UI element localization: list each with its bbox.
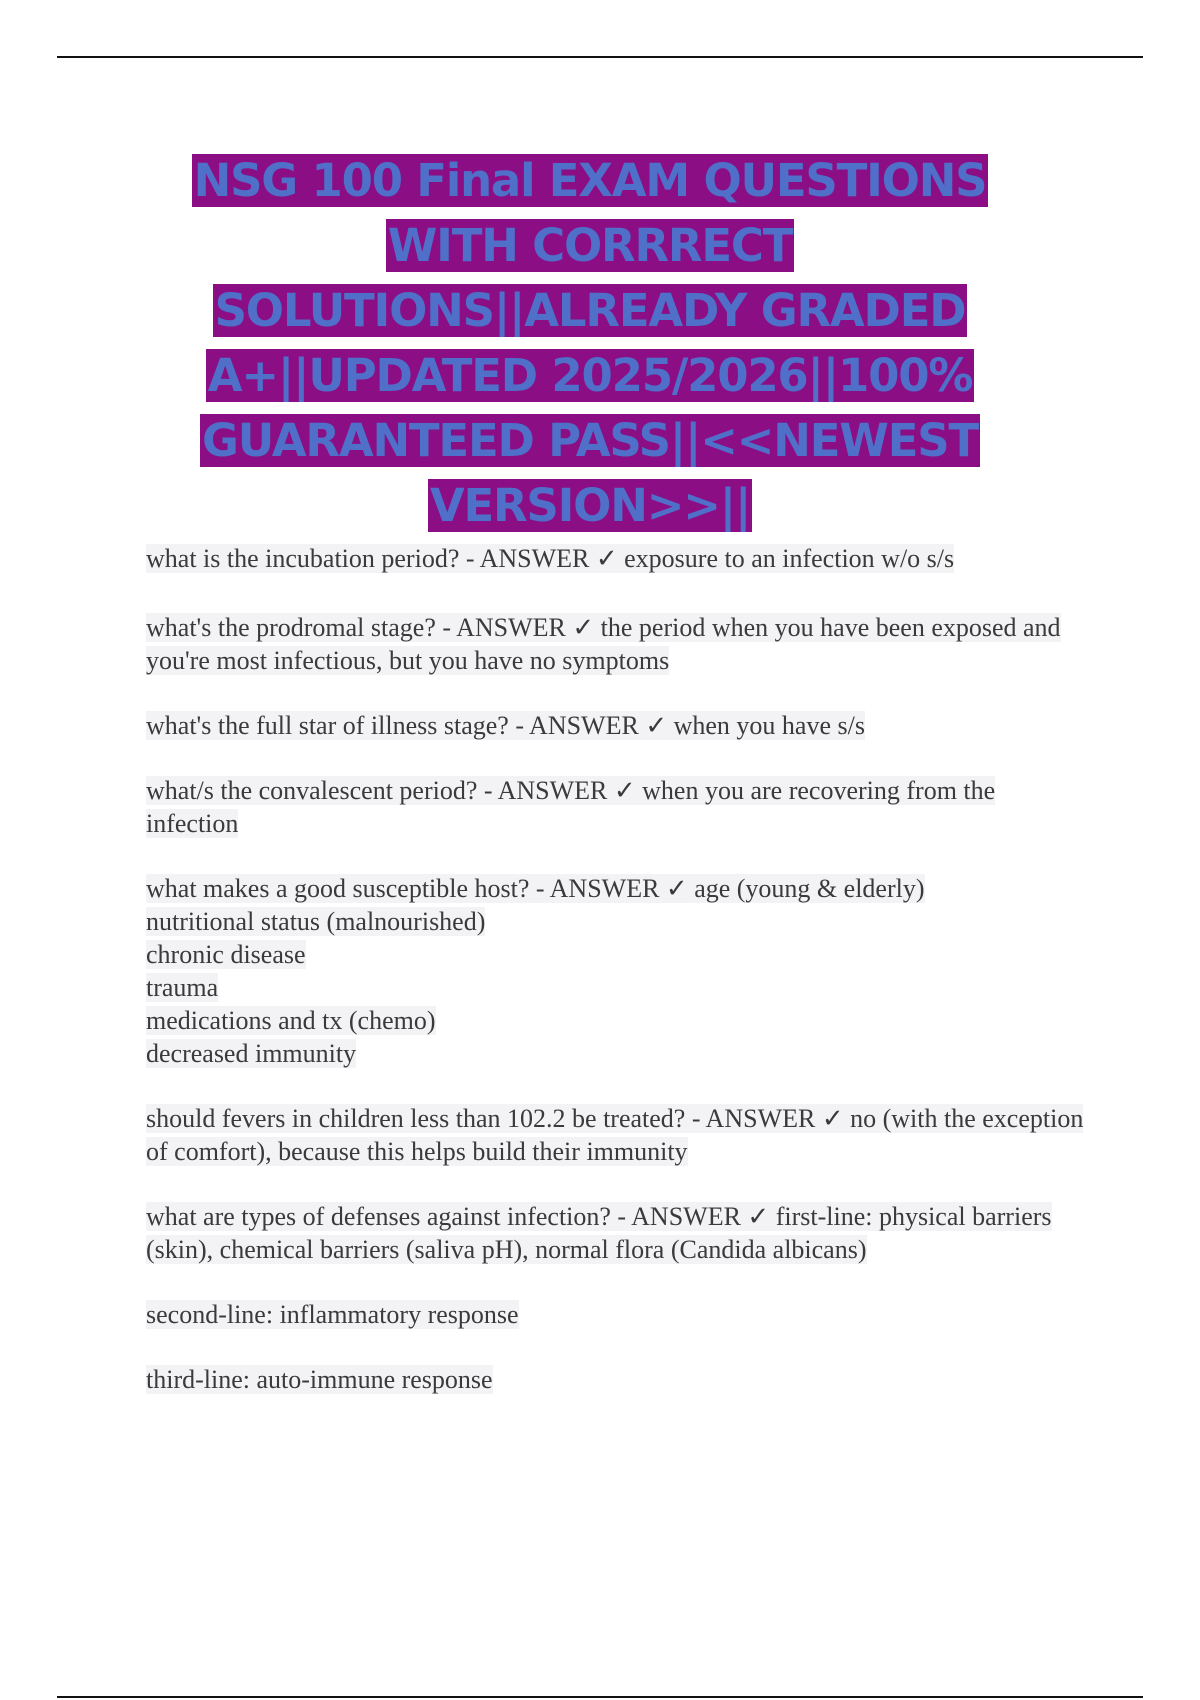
document-body: [146, 542, 1086, 1428]
paragraph-second-line: second-line: inflammatory response: [146, 1300, 519, 1329]
qa-paragraph-defenses: what are types of defenses against infection? - ANSWER ✓ first-line: physical barriers (skin), chemical barriers (saliva pH), normal flora (Candida albicans): [146, 1202, 1052, 1264]
qa-paragraph-incubation: what is the incubation period? - ANSWER ✓ exposure to an infection w/o s/s: [146, 544, 955, 573]
qa-paragraph-convalescent: what/s the convalescent period? - ANSWER ✓ when you are recovering from the infection: [146, 776, 996, 838]
document-title-text: NSG 100 Final EXAM QUESTIONS WITH CORRRECT SOLUTIONS||ALREADY GRADED A+||UPDATED 2025/2026||100% GUARANTEED PASS||<<NEWEST VERSION>>||: [193, 154, 987, 532]
paragraph-third-line: third-line: auto-immune response: [146, 1365, 493, 1394]
top-rule: [57, 56, 1143, 58]
bottom-rule: [57, 1696, 1143, 1698]
qa-paragraph-susceptible-host: what makes a good susceptible host? - ANSWER ✓ age (young & elderly) nutritional status (malnourished) chronic disease trauma medications and tx (chemo) decreased immunity: [146, 874, 925, 1068]
qa-paragraph-full-illness: what's the full star of illness stage? - ANSWER ✓ when you have s/s: [146, 711, 865, 740]
qa-paragraph-fevers: should fevers in children less than 102.2 be treated? - ANSWER ✓ no (with the exception of comfort), because this helps build their immunity: [146, 1104, 1084, 1166]
document-title: [190, 148, 990, 538]
qa-paragraph-prodromal: what's the prodromal stage? - ANSWER ✓ the period when you have been exposed and you're most infectious, but you have no symptoms: [146, 613, 1061, 675]
